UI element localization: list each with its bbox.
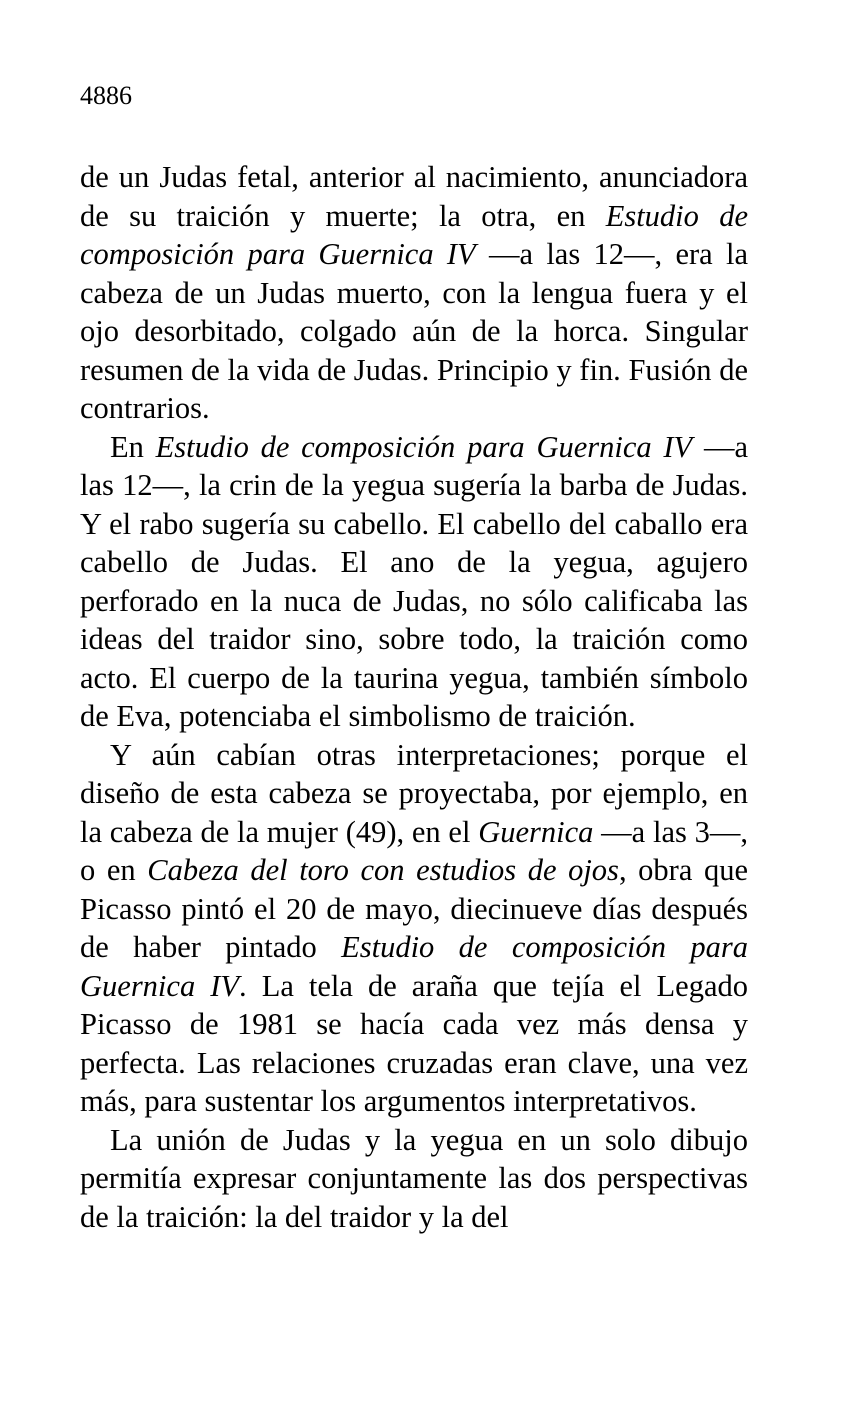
- italic-title: Estudio de composición para Guernica IV: [155, 429, 693, 464]
- text-run: . La tela de araña que tejía el Legado Picasso de 1981 se hacía cada vez más densa y perfecta. Las relaciones cruzadas eran clave, una vez más, para sustentar los argumentos interpretativos.: [80, 968, 749, 1118]
- paragraph: [80, 158, 748, 428]
- italic-title: Guernica: [478, 814, 594, 849]
- text-run: Y aún cabían otras interpretaciones; porque el diseño de esta cabeza se proyectaba, por ejemplo, en la cabeza de la mujer (49), en el: [80, 737, 748, 849]
- text-run: —a las 12—, la crin de la yegua sugería la barba de Judas. Y el rabo sugería su cabello. El cabello del caballo era cabello de Judas. El ano de la yegua, agujero perforado en la nuca de Judas, no sólo calificaba las ideas del traidor sino, sobre todo, la traición como acto. El cuerpo de la taurina yegua, también símbolo de Eva, potenciaba el simbolismo de traición.: [80, 429, 748, 733]
- text-run: En: [110, 429, 156, 464]
- text-run: —a las 3—, o en: [80, 814, 748, 887]
- text-run: , obra que Picasso pintó el 20 de mayo, diecinueve días después de haber pintado: [80, 853, 748, 964]
- text-run: de un Judas fetal, anterior al nacimiento, anunciadora de su traición y muerte; la otra, en: [80, 160, 748, 233]
- page-number: 4886: [80, 81, 132, 110]
- paragraph: [80, 736, 748, 1121]
- italic-title: Estudio de composición para Guernica IV: [80, 930, 748, 1003]
- italic-title: Estudio de composición para Guernica IV: [80, 198, 748, 271]
- paragraph: [80, 428, 748, 736]
- paragraph: [80, 1121, 748, 1237]
- italic-title: Cabeza del toro con estudios de ojos: [147, 853, 619, 887]
- body-text: [80, 158, 748, 1236]
- text-run: —a las 12—, era la cabeza de un Judas muerto, con la lengua fuera y el ojo desorbitado, colgado aún de la horca. Singular resumen de la vida de Judas. Principio y fin. Fusión de contrarios.: [80, 237, 748, 425]
- text-run: La unión de Judas y la yegua en un solo dibujo permitía expresar conjuntamente las dos perspectivas de la traición: la del traidor y la del: [80, 1122, 748, 1234]
